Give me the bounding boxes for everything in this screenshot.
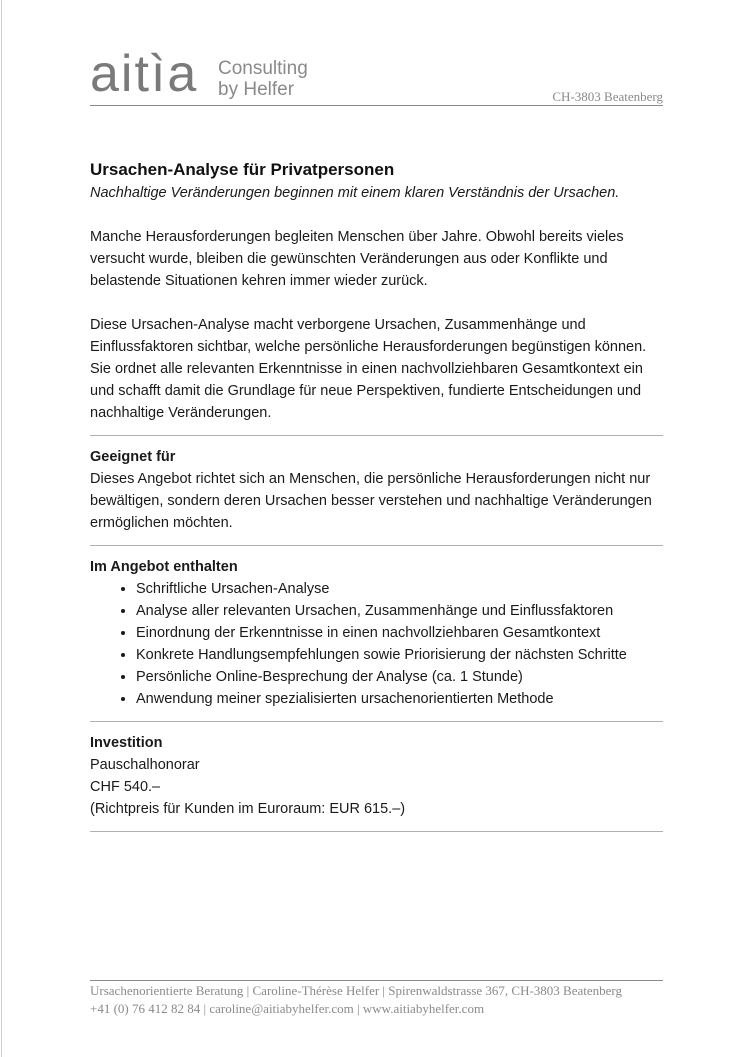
document-subtitle: Nachhaltige Veränderungen beginnen mit einem klaren Verständnis der Ursachen. <box>90 185 620 201</box>
intro-paragraph-2: Diese Ursachen-Analyse macht verborgene Ursachen, Zusammenhänge und Einflussfaktoren sichtbar, welche persönliche Herausforderungen begünstigen können. Sie ordnet alle relevanten Erkenntnisse in einen nachvollziehbaren Gesamtkontext ein und schafft damit die Grundlage für neue Perspektiven, fundierte Entscheidungen und nachhaltige Veränderungen. <box>90 317 647 421</box>
included-heading: Im Angebot enthalten <box>90 559 238 575</box>
logo-sub-line-2: by Helfer <box>218 79 295 100</box>
company-logo: aitìa <box>90 45 199 103</box>
page-left-edge <box>1 0 2 1057</box>
investment-heading: Investition <box>90 735 163 751</box>
company-logo-subtitle <box>218 58 308 100</box>
investment-price: CHF 540.– <box>90 779 161 795</box>
letterhead <box>90 45 663 106</box>
section-divider <box>90 545 663 546</box>
section-divider <box>90 435 663 436</box>
list-item: • Einordnung der Erkenntnisse in einen nachvollziehbaren Gesamtkontext <box>136 622 663 644</box>
header-divider <box>90 105 663 106</box>
document-body <box>90 158 663 842</box>
footer-contact-line: +41 (0) 76 412 82 84 | caroline@aitiabyhelfer.com | www.aitiabyhelfer.com <box>90 1001 485 1016</box>
header-location: CH-3803 Beatenberg <box>552 89 663 104</box>
investment-label: Pauschalhonorar <box>90 757 200 773</box>
list-item: • Konkrete Handlungsempfehlungen sowie Priorisierung der nächsten Schritte <box>136 644 663 666</box>
investment-euro-note: (Richtpreis für Kunden im Euroraum: EUR 615.–) <box>90 801 406 817</box>
intro-paragraph-1: Manche Herausforderungen begleiten Menschen über Jahre. Obwohl bereits vieles versucht wurde, bleiben die gewünschten Veränderungen aus oder Konflikte und belastende Situationen kehren immer wieder zurück. <box>90 229 624 289</box>
suitable-heading: Geeignet für <box>90 449 176 465</box>
section-divider <box>90 831 663 832</box>
footer-address-line: Ursachenorientierte Beratung | Caroline-Thérèse Helfer | Spirenwaldstrasse 367, CH-3803 Beatenberg <box>90 983 623 998</box>
suitable-text: Dieses Angebot richtet sich an Menschen, die persönliche Herausforderungen nicht nur bewältigen, sondern deren Ursachen besser verstehen und nachhaltige Veränderungen ermöglichen möchten. <box>90 471 652 531</box>
section-divider <box>90 721 663 722</box>
footer-divider <box>90 980 663 981</box>
list-item: • Persönliche Online-Besprechung der Analyse (ca. 1 Stunde) <box>136 666 663 688</box>
list-item: • Analyse aller relevanten Ursachen, Zusammenhänge und Einflussfaktoren <box>136 600 663 622</box>
document-title: Ursachen-Analyse für Privatpersonen <box>90 160 395 179</box>
logo-sub-line-1: Consulting <box>218 58 308 79</box>
list-item: • Anwendung meiner spezialisierten ursachenorientierten Methode <box>136 688 663 710</box>
included-list <box>90 578 663 710</box>
page-footer <box>90 982 690 1018</box>
list-item: • Schriftliche Ursachen-Analyse <box>136 578 663 600</box>
